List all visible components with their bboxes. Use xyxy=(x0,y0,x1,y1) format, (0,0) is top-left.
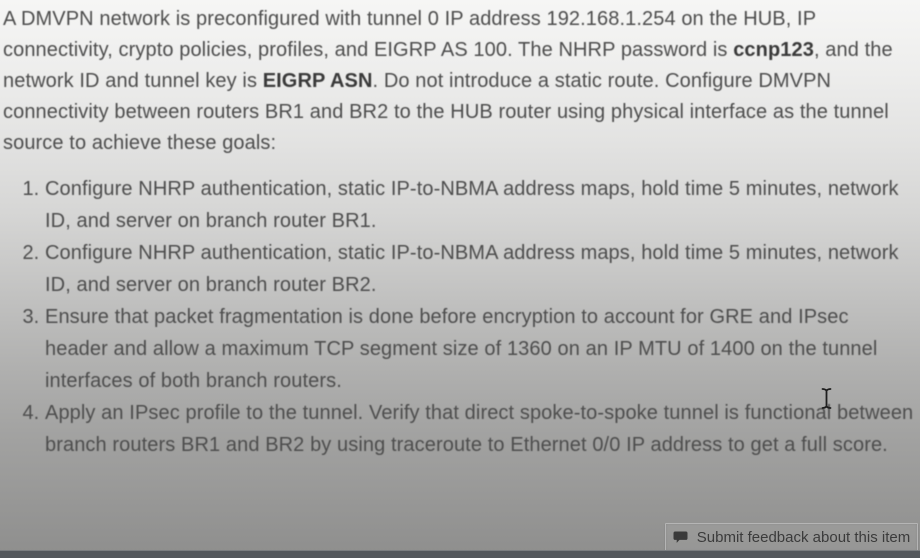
task-intro-paragraph xyxy=(0,0,920,159)
intro-bold-text: ccnp123 xyxy=(733,39,814,61)
task-goal-item: 2. Configure NHRP authentication, static IP-to-NBMA address maps, hold time 5 minutes, network ID, and server on branch router BR2. xyxy=(45,237,914,301)
submit-feedback-label: Submit feedback about this item xyxy=(696,529,911,546)
submit-feedback-button[interactable] xyxy=(665,523,918,552)
bottom-bar xyxy=(0,550,920,558)
intro-bold-text: EIGRP ASN xyxy=(262,70,373,92)
task-goal-item: 4. Apply an IPsec profile to the tunnel. Verify that direct spoke-to-spoke tunnel is functional between branch routers BR1 and BR2 by using traceroute to Ethernet 0/0 IP address to get a full score. xyxy=(45,397,914,461)
intro-text: , and the network ID and tunnel key is xyxy=(3,39,893,92)
i-beam-text-cursor xyxy=(819,387,834,410)
speech-bubble-icon xyxy=(673,531,688,544)
task-goal-item: 3. Ensure that packet fragmentation is done before encryption to account for GRE and IPsec header and allow a maximum TCP segment size of 1360 on an IP MTU of 1400 on the tunnel interfaces of both branch routers. xyxy=(45,301,914,397)
intro-text: A DMVPN network is preconfigured with tunnel 0 IP address 192.168.1.254 on the HUB, IP connectivity, crypto policies, profiles, and EIGRP AS 100. The NHRP password is xyxy=(3,8,816,61)
task-goal-item: 1. Configure NHRP authentication, static IP-to-NBMA address maps, hold time 5 minutes, network ID, and server on branch router BR1. xyxy=(45,173,914,237)
task-goal-list xyxy=(0,173,920,461)
intro-text: . Do not introduce a static route. Configure DMVPN connectivity between routers BR1 and BR2 to the HUB router using physical interface as the tunnel source to achieve these goals: xyxy=(3,70,889,154)
